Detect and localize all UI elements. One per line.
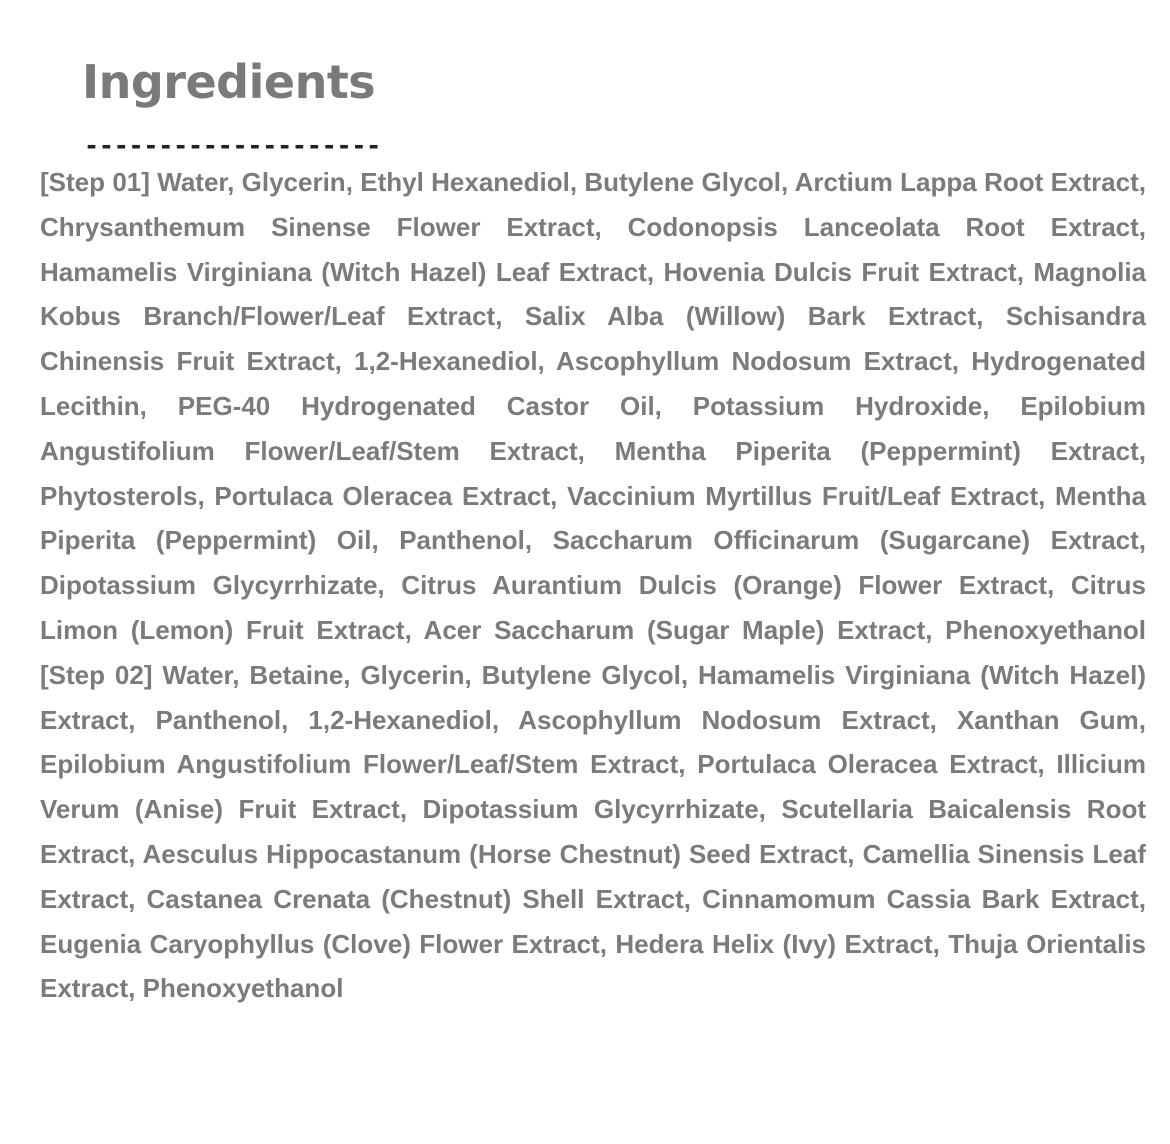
step-01-ingredients: [Step 01] Water, Glycerin, Ethyl Hexanediol, Butylene Glycol, Arctium Lappa Root Extract, Chrysanthemum Sinense Flower Extract, Codonopsis Lanceolata Root Extract, Hamamelis Virginiana (Witch Hazel) Leaf Extract, Hovenia Dulcis Fruit Extract, Magnolia Kobus Branch/Flower/Leaf Extract, Salix Alba (Willow) Bark Extract, Schisandra Chinensis Fruit Extract, 1,2-Hexanediol, Ascophyllum Nodosum Extract, Hydrogenated Lecithin, PEG-40 Hydrogenated Castor Oil, Potassium Hydroxide, Epilobium Angustifolium Flower/Leaf/Stem Extract, Mentha Piperita (Peppermint) Extract, Phytosterols, Portulaca Oleracea Extract, Vaccinium Myrtillus Fruit/Leaf Extract, Mentha Piperita (Peppermint) Oil, Panthenol, Saccharum Officinarum (Sugarcane) Extract, Dipotassium Glycyrrhizate, Citrus Aurantium Dulcis (Orange) Flower Extract, Citrus Limon (Lemon) Fruit Extract, Acer Saccharum (Sugar Maple) Extract, Phenoxyethanol [40, 167, 1146, 645]
ingredients-list [40, 160, 1146, 1011]
page-title: Ingredients [82, 55, 376, 109]
title-divider: -------------------- [84, 131, 382, 160]
step-02-ingredients: [Step 02] Water, Betaine, Glycerin, Butylene Glycol, Hamamelis Virginiana (Witch Hazel) Extract, Panthenol, 1,2-Hexanediol, Ascophyllum Nodosum Extract, Xanthan Gum, Epilobium Angustifolium Flower/Leaf/Stem Extract, Portulaca Oleracea Extract, Illicium Verum (Anise) Fruit Extract, Dipotassium Glycyrrhizate, Scutellaria Baicalensis Root Extract, Aesculus Hippocastanum (Horse Chestnut) Seed Extract, Camellia Sinensis Leaf Extract, Castanea Crenata (Chestnut) Shell Extract, Cinnamomum Cassia Bark Extract, Eugenia Caryophyllus (Clove) Flower Extract, Hedera Helix (Ivy) Extract, Thuja Orientalis Extract, Phenoxyethanol [40, 659, 1146, 1004]
